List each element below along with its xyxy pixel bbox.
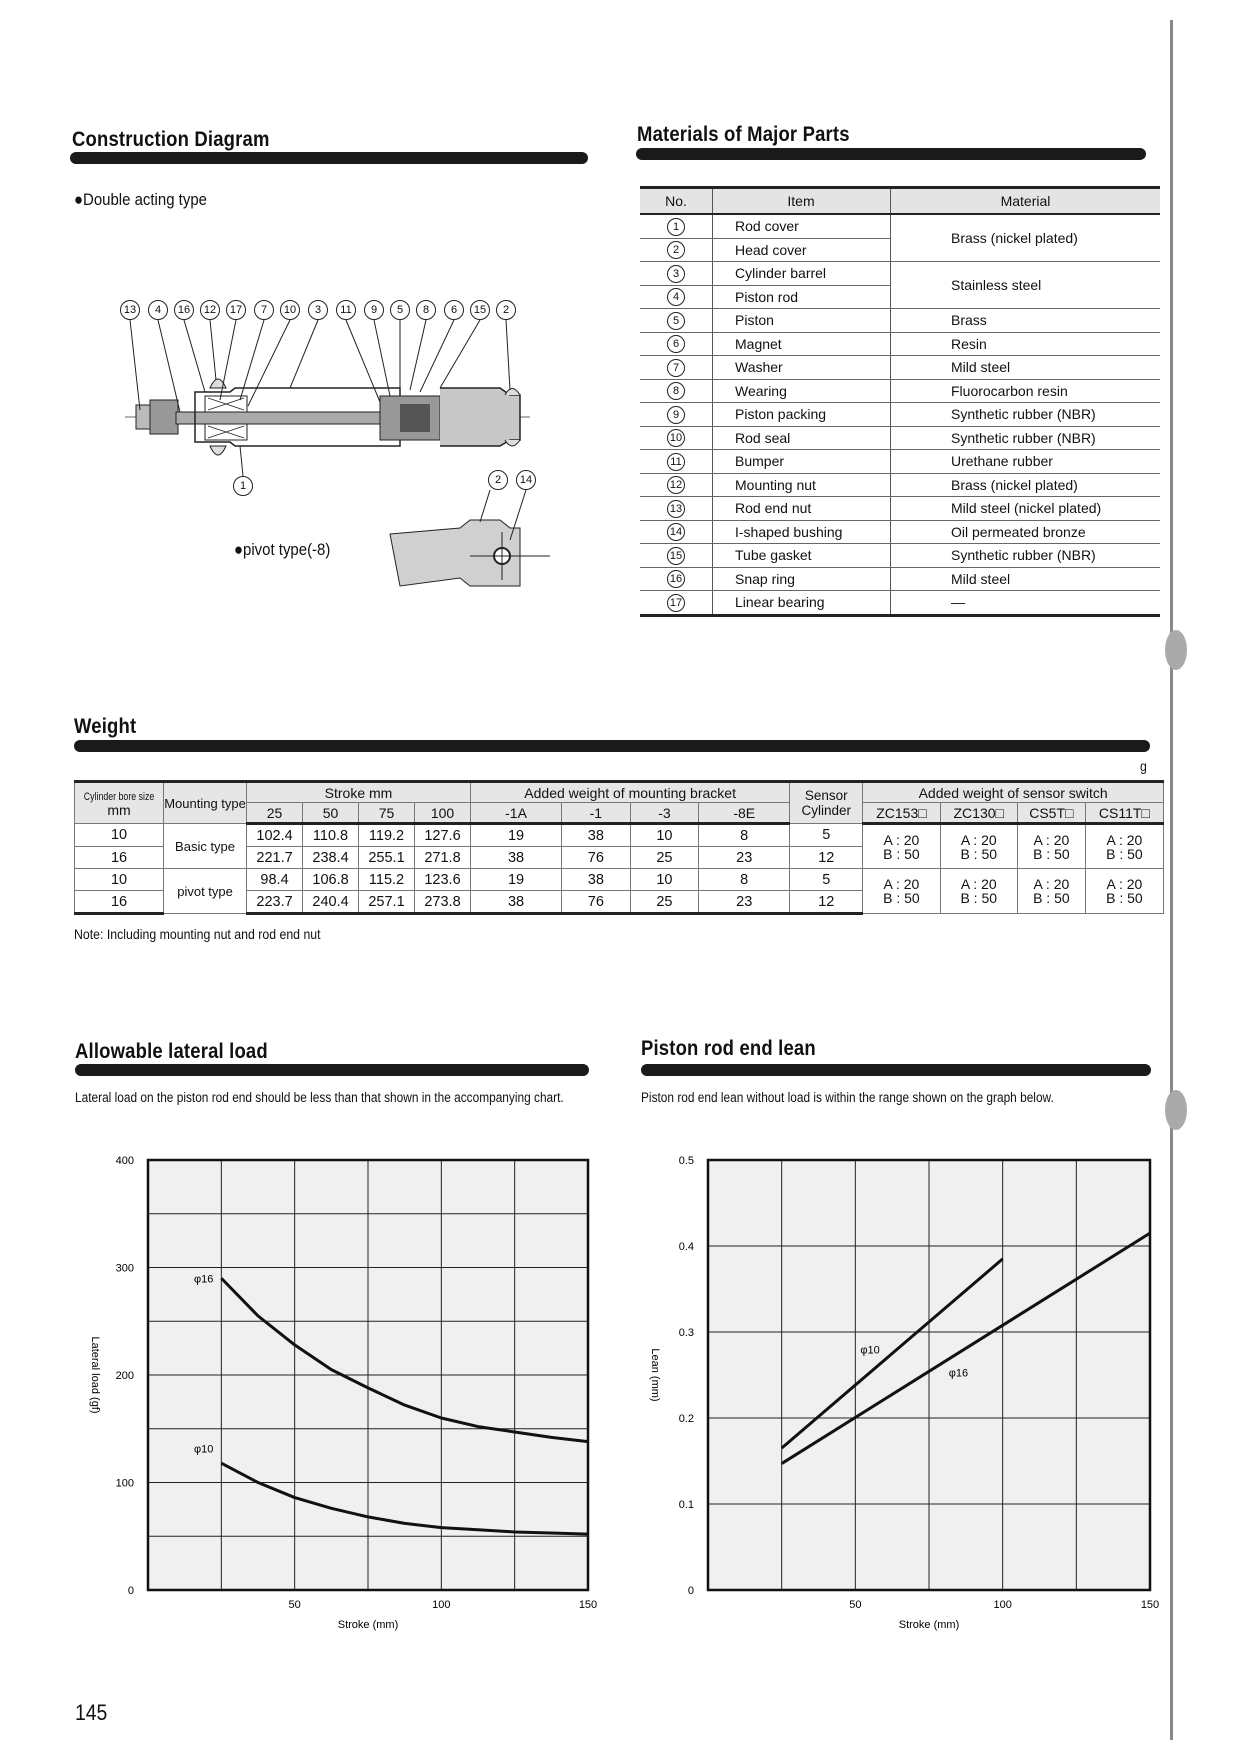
stroke-weight: 273.8 — [415, 891, 471, 914]
callout-12: 12 — [200, 300, 220, 320]
leader-line — [184, 320, 205, 392]
header-bracket-1A: -1A — [470, 803, 561, 824]
part-number — [640, 450, 713, 474]
weight-note: Note: Including mounting nut and rod end nut — [74, 926, 321, 942]
x-tick-label: 100 — [432, 1599, 451, 1611]
part-number — [640, 591, 713, 616]
leader-line — [420, 320, 454, 392]
table-row — [640, 403, 1160, 427]
part-material: Mild steel (nickel plated) — [891, 497, 1161, 521]
x-axis-label: Stroke (mm) — [898, 1619, 960, 1631]
y-tick-label: 0.5 — [678, 1155, 694, 1167]
stroke-weight: 257.1 — [359, 891, 415, 914]
callout-8: 8 — [416, 300, 436, 320]
table-row — [640, 214, 1160, 238]
part-item: Magnet — [713, 332, 891, 356]
header-switch-0: ZC153□ — [863, 803, 940, 824]
part-item: Rod cover — [713, 214, 891, 238]
part-number — [640, 356, 713, 380]
leader-line — [346, 320, 380, 402]
switch-weight: A : 20 B : 50 — [1085, 824, 1163, 869]
leader-line — [440, 320, 480, 388]
header-switch-2: CS5T□ — [1017, 803, 1085, 824]
part-item: Head cover — [713, 238, 891, 262]
part-item: Piston rod — [713, 285, 891, 309]
series-label-phi16: φ16 — [193, 1273, 214, 1286]
page-number: 145 — [75, 1700, 108, 1725]
part-number — [640, 332, 713, 356]
part-item: Cylinder barrel — [713, 262, 891, 286]
materials-table — [640, 186, 1160, 617]
callout-9: 9 — [364, 300, 384, 320]
lateral-description: Lateral load on the piston rod end should be less than that shown in the accompanying chart. — [75, 1090, 564, 1105]
sensor-cylinder-weight: 12 — [790, 891, 863, 914]
bracket-weight: 38 — [470, 891, 561, 914]
lateral-title: Allowable lateral load — [75, 1040, 268, 1063]
header-bracket-1: -1 — [562, 803, 631, 824]
leader-line — [220, 320, 236, 400]
callout-15: 15 — [470, 300, 490, 320]
bracket-weight: 38 — [562, 869, 631, 891]
header-stroke: Stroke mm — [247, 782, 471, 803]
part-item: Rod end nut — [713, 497, 891, 521]
header-bore-unit: mm — [107, 802, 131, 818]
callout-5: 5 — [390, 300, 410, 320]
part-number-circle: 14 — [667, 523, 685, 541]
part-material: Urethane rubber — [891, 450, 1161, 474]
part-number — [640, 309, 713, 333]
part-number — [640, 497, 713, 521]
pivot-type-label: ●pivot type(-8) — [234, 540, 331, 559]
part-number — [640, 567, 713, 591]
part-number — [640, 285, 713, 309]
series-label-phi10: φ10 — [860, 1344, 880, 1357]
bore-size: 16 — [75, 891, 164, 914]
pivot-diagram — [370, 470, 570, 590]
stroke-weight: 98.4 — [247, 869, 303, 891]
switch-weight: A : 20 B : 50 — [863, 869, 940, 914]
table-row — [640, 332, 1160, 356]
bracket-weight: 23 — [699, 891, 790, 914]
callout-17: 17 — [226, 300, 246, 320]
binder-tab — [1165, 630, 1187, 670]
part-number-circle: 6 — [667, 335, 685, 353]
header-no: No. — [640, 188, 713, 215]
stroke-weight: 238.4 — [303, 847, 359, 869]
bracket-weight: 8 — [699, 824, 790, 847]
construction-title: Construction Diagram — [72, 128, 270, 151]
title-bar — [70, 152, 588, 164]
sensor-cylinder-weight: 5 — [790, 869, 863, 891]
part-number-circle: 11 — [667, 453, 685, 471]
weight-title: Weight — [74, 715, 137, 738]
header-bracket-8E: -8E — [699, 803, 790, 824]
part-material: Synthetic rubber (NBR) — [891, 426, 1161, 450]
switch-weight: A : 20 B : 50 — [1017, 869, 1085, 914]
table-row — [75, 824, 1164, 847]
part-number-circle: 13 — [667, 500, 685, 518]
bracket-weight: 76 — [562, 847, 631, 869]
x-tick-label: 100 — [993, 1599, 1012, 1611]
callout-6: 6 — [444, 300, 464, 320]
part-number-circle: 9 — [667, 406, 685, 424]
bracket-weight: 10 — [630, 824, 699, 847]
part-number — [640, 262, 713, 286]
stroke-weight: 106.8 — [303, 869, 359, 891]
header-switch-3: CS11T□ — [1085, 803, 1163, 824]
callout-2: 2 — [496, 300, 516, 320]
callout-16: 16 — [174, 300, 194, 320]
bore-size: 10 — [75, 824, 164, 847]
switch-weight: A : 20 B : 50 — [863, 824, 940, 869]
y-axis-label: Lean (mm) — [649, 1348, 661, 1402]
header-bracket: Added weight of mounting bracket — [470, 782, 789, 803]
sensor-cylinder-weight: 12 — [790, 847, 863, 869]
series-label-phi10: φ10 — [193, 1443, 214, 1456]
leader-line — [290, 320, 318, 388]
lean-chart — [640, 1130, 1160, 1680]
bracket-weight: 19 — [470, 869, 561, 891]
leader-line — [130, 320, 140, 410]
part-item: Wearing — [713, 379, 891, 403]
callout-11: 11 — [336, 300, 356, 320]
stroke-weight: 240.4 — [303, 891, 359, 914]
leader-line — [240, 446, 243, 476]
weight-unit: g — [1140, 758, 1147, 774]
part-number — [640, 473, 713, 497]
page-edge — [1170, 20, 1173, 1740]
sensor-cylinder-weight: 5 — [790, 824, 863, 847]
part-item: Rod seal — [713, 426, 891, 450]
y-tick-label: 0 — [127, 1585, 134, 1597]
y-tick-label: 0.1 — [678, 1499, 694, 1511]
callout-10: 10 — [280, 300, 300, 320]
stroke-weight: 221.7 — [247, 847, 303, 869]
part-number-circle: 7 — [667, 359, 685, 377]
title-bar — [641, 1064, 1151, 1076]
y-tick-label: 0.4 — [678, 1241, 694, 1253]
materials-title: Materials of Major Parts — [637, 123, 850, 146]
table-row — [75, 869, 1164, 891]
x-tick-label: 50 — [288, 1599, 301, 1611]
header-stroke-50: 50 — [303, 803, 359, 824]
part-material: Brass — [891, 309, 1161, 333]
y-tick-label: 200 — [115, 1370, 134, 1382]
title-bar — [75, 1064, 589, 1076]
part-item: Snap ring — [713, 567, 891, 591]
stroke-weight: 123.6 — [415, 869, 471, 891]
pivot-drawing — [370, 470, 570, 590]
switch-weight: A : 20 B : 50 — [940, 869, 1017, 914]
header-switch: Added weight of sensor switch — [863, 782, 1164, 803]
part-material: Synthetic rubber (NBR) — [891, 544, 1161, 568]
callout-13: 13 — [120, 300, 140, 320]
header-mounting: Mounting type — [164, 782, 247, 824]
title-bar — [636, 148, 1146, 160]
leader-line — [158, 320, 180, 412]
part-number-circle: 15 — [667, 547, 685, 565]
leader-line — [410, 320, 426, 390]
part-number-circle: 10 — [667, 429, 685, 447]
header-stroke-100: 100 — [415, 803, 471, 824]
y-tick-label: 0 — [687, 1585, 694, 1597]
stroke-weight: 119.2 — [359, 824, 415, 847]
table-row — [640, 426, 1160, 450]
part-number — [640, 379, 713, 403]
part-number — [640, 544, 713, 568]
callout-3: 3 — [308, 300, 328, 320]
header-stroke-75: 75 — [359, 803, 415, 824]
x-axis-label: Stroke (mm) — [337, 1619, 399, 1631]
part-number-circle: 4 — [667, 288, 685, 306]
title-bar — [74, 740, 1150, 752]
weight-table — [74, 780, 1164, 915]
x-tick-label: 150 — [578, 1599, 598, 1611]
table-row — [640, 450, 1160, 474]
bracket-weight: 23 — [699, 847, 790, 869]
part-material: Fluorocarbon resin — [891, 379, 1161, 403]
table-row — [640, 544, 1160, 568]
stroke-weight: 127.6 — [415, 824, 471, 847]
stroke-weight: 255.1 — [359, 847, 415, 869]
bracket-weight: 38 — [562, 824, 631, 847]
part-number — [640, 520, 713, 544]
part-material: Resin — [891, 332, 1161, 356]
bracket-weight: 76 — [562, 891, 631, 914]
part-number-circle: 8 — [667, 382, 685, 400]
table-row — [640, 473, 1160, 497]
header-bracket-3: -3 — [630, 803, 699, 824]
callout-7: 7 — [254, 300, 274, 320]
header-sensor-cylinder: Sensor Cylinder — [790, 782, 863, 824]
callout-2: 2 — [488, 470, 508, 490]
part-number — [640, 426, 713, 450]
mounting-type: Basic type — [164, 824, 247, 869]
part-number-circle: 16 — [667, 570, 685, 588]
part-number — [640, 214, 713, 238]
bracket-weight: 25 — [630, 891, 699, 914]
part-material: Brass (nickel plated) — [891, 473, 1161, 497]
x-tick-label: 150 — [1140, 1599, 1160, 1611]
part-item: Bumper — [713, 450, 891, 474]
header-material: Material — [891, 188, 1161, 215]
callout-4: 4 — [148, 300, 168, 320]
stroke-weight: 110.8 — [303, 824, 359, 847]
lateral-load-chart — [70, 1130, 610, 1680]
header-stroke-25: 25 — [247, 803, 303, 824]
bracket-weight: 8 — [699, 869, 790, 891]
leader-line — [506, 320, 510, 390]
switch-weight: A : 20 B : 50 — [940, 824, 1017, 869]
bracket-weight: 10 — [630, 869, 699, 891]
part-item: Tube gasket — [713, 544, 891, 568]
switch-weight: A : 20 B : 50 — [1085, 869, 1163, 914]
mounting-type: pivot type — [164, 869, 247, 914]
bore-size: 10 — [75, 869, 164, 891]
stroke-weight: 271.8 — [415, 847, 471, 869]
x-tick-label: 50 — [849, 1599, 862, 1611]
part-item: Piston packing — [713, 403, 891, 427]
y-tick-label: 0.2 — [678, 1413, 694, 1425]
switch-weight: A : 20 B : 50 — [1017, 824, 1085, 869]
y-tick-label: 300 — [115, 1262, 134, 1275]
part-item: I-shaped bushing — [713, 520, 891, 544]
stroke-weight: 115.2 — [359, 869, 415, 891]
part-item: Piston — [713, 309, 891, 333]
part-number-circle: 5 — [667, 312, 685, 330]
materials-header-row — [640, 188, 1160, 215]
part-item: Linear bearing — [713, 591, 891, 616]
part-number-circle: 1 — [667, 218, 685, 236]
header-bore — [75, 782, 164, 824]
part-number-circle: 17 — [667, 594, 685, 612]
header-switch-1: ZC130□ — [940, 803, 1017, 824]
part-number-circle: 3 — [667, 265, 685, 283]
part-number — [640, 403, 713, 427]
part-material: Stainless steel — [891, 262, 1161, 309]
part-material: Oil permeated bronze — [891, 520, 1161, 544]
binder-tab — [1165, 1090, 1187, 1130]
leader-line — [210, 320, 216, 380]
table-row — [640, 520, 1160, 544]
part-number-circle: 12 — [667, 476, 685, 494]
leader-line — [248, 320, 290, 406]
header-bore-label: Cylinder bore size — [83, 791, 155, 803]
callout-14: 14 — [516, 470, 536, 490]
y-tick-label: 100 — [115, 1477, 134, 1490]
part-number — [640, 238, 713, 262]
bracket-weight: 38 — [470, 847, 561, 869]
stroke-weight: 223.7 — [247, 891, 303, 914]
bore-size: 16 — [75, 847, 164, 869]
y-tick-label: 400 — [115, 1155, 134, 1167]
part-number-circle: 2 — [667, 241, 685, 259]
header-item: Item — [713, 188, 891, 215]
part-material: Mild steel — [891, 356, 1161, 380]
y-tick-label: 0.3 — [678, 1327, 694, 1339]
bracket-weight: 19 — [470, 824, 561, 847]
table-row — [640, 379, 1160, 403]
stroke-weight: 102.4 — [247, 824, 303, 847]
series-label-phi16: φ16 — [948, 1367, 969, 1380]
part-item: Washer — [713, 356, 891, 380]
bracket-weight: 25 — [630, 847, 699, 869]
part-material: Synthetic rubber (NBR) — [891, 403, 1161, 427]
lean-title: Piston rod end lean — [641, 1037, 816, 1060]
table-row — [640, 309, 1160, 333]
callout-1: 1 — [233, 476, 253, 496]
table-row — [640, 591, 1160, 616]
part-material: — — [891, 591, 1161, 616]
lean-description: Piston rod end lean without load is within the range shown on the graph below. — [641, 1090, 1054, 1105]
table-row — [640, 356, 1160, 380]
double-acting-label: ●Double acting type — [74, 190, 207, 209]
part-material: Mild steel — [891, 567, 1161, 591]
part-material: Brass (nickel plated) — [891, 214, 1161, 262]
table-row — [640, 497, 1160, 521]
part-item: Mounting nut — [713, 473, 891, 497]
table-row — [640, 262, 1160, 286]
leader-line — [374, 320, 390, 396]
y-axis-label: Lateral load (gf) — [89, 1336, 101, 1414]
table-row — [640, 567, 1160, 591]
